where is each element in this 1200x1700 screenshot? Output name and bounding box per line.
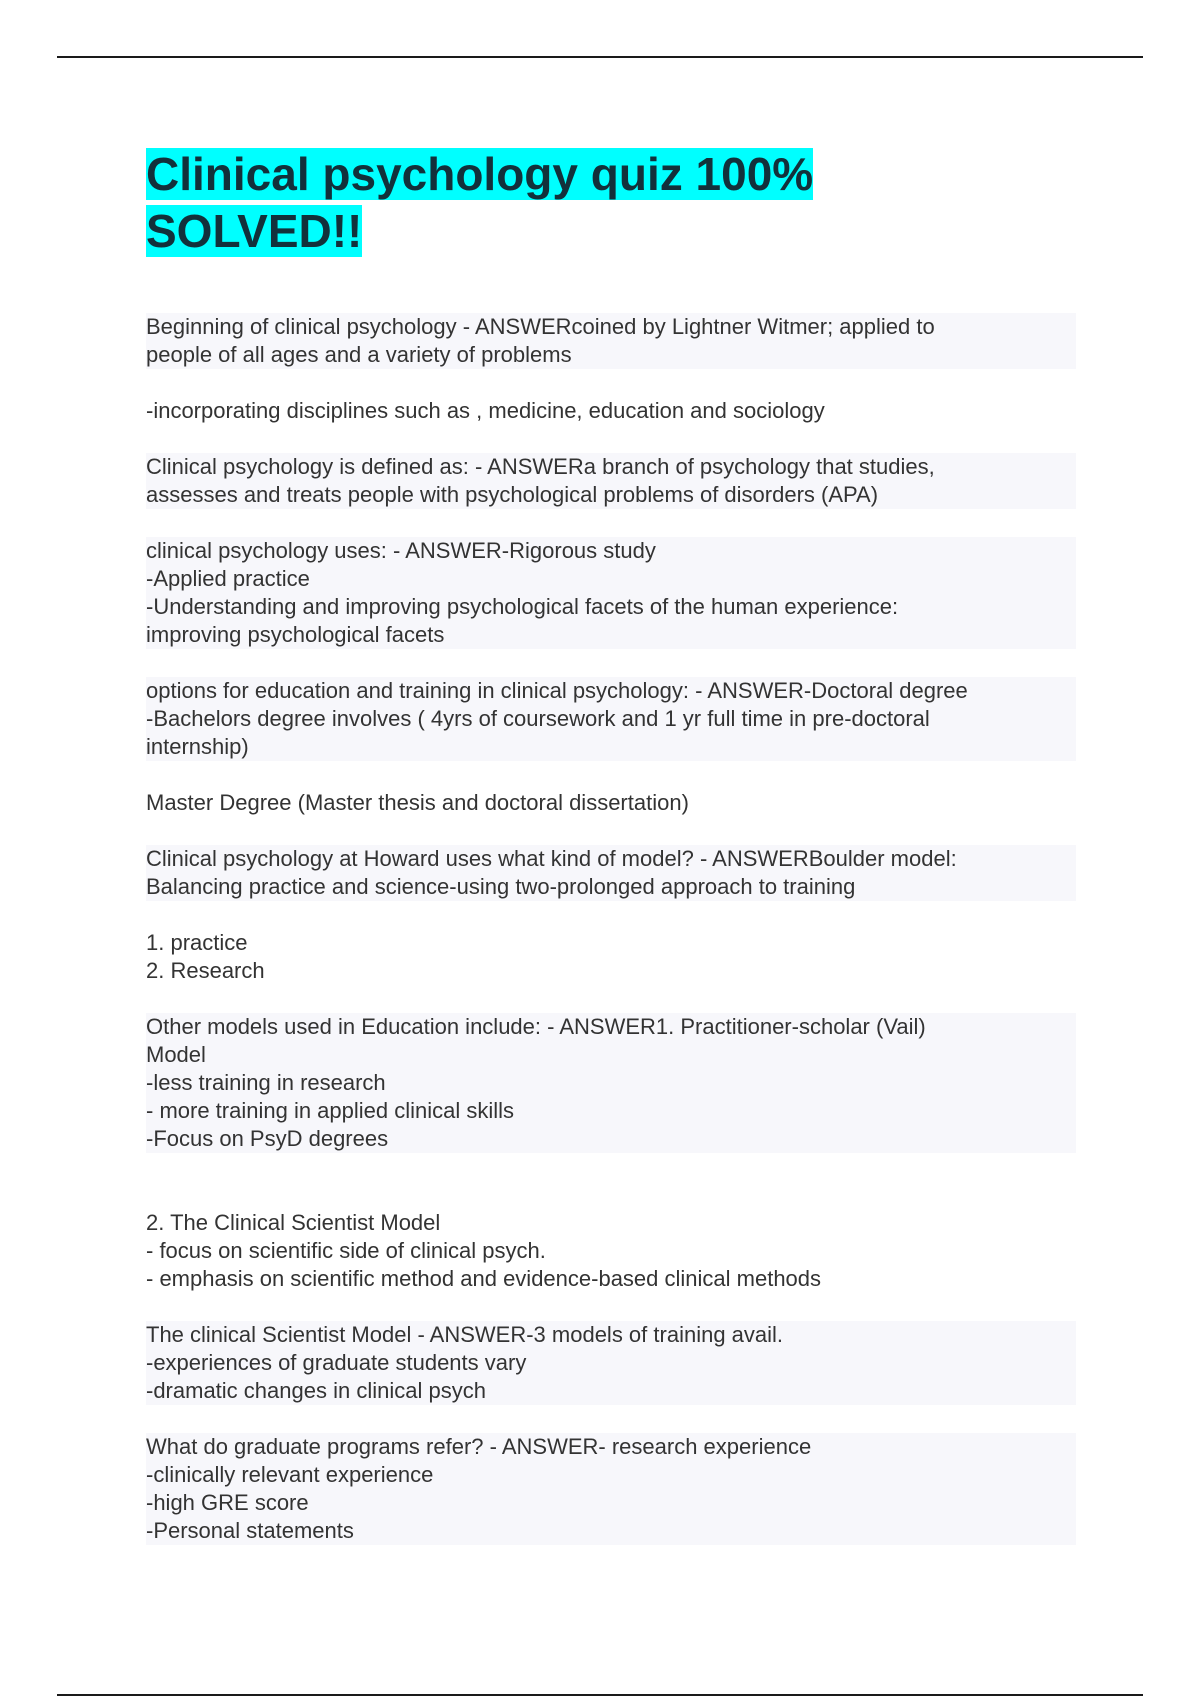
text-line: improving psychological facets (146, 621, 1076, 649)
text-line: The clinical Scientist Model - ANSWER-3 models of training avail. (146, 1321, 1076, 1349)
text-line: Clinical psychology at Howard uses what kind of model? - ANSWERBoulder model: (146, 845, 1076, 873)
text-line: 1. practice (146, 930, 248, 955)
text-line: Beginning of clinical psychology - ANSWERcoined by Lightner Witmer; applied to (146, 313, 1076, 341)
text-line: Model (146, 1041, 1076, 1069)
text-line: Clinical psychology is defined as: - ANSWERa branch of psychology that studies, (146, 453, 1076, 481)
text-line: -experiences of graduate students vary (146, 1349, 1076, 1377)
text-line: - emphasis on scientific method and evidence-based clinical methods (146, 1266, 822, 1291)
text-line: 2. The Clinical Scientist Model (146, 1210, 441, 1235)
qa-block (146, 1433, 1076, 1545)
qa-block (146, 929, 1076, 985)
qa-block (146, 677, 1076, 761)
text-line: clinical psychology uses: - ANSWER-Rigorous study (146, 537, 1076, 565)
document-body (146, 313, 1076, 1573)
qa-block (146, 453, 1076, 509)
bottom-rule (57, 1694, 1143, 1696)
text-line: -dramatic changes in clinical psych (146, 1377, 1076, 1405)
text-line: -clinically relevant experience (146, 1461, 1076, 1489)
text-line: assesses and treats people with psychological problems of disorders (APA) (146, 481, 1076, 509)
text-line: people of all ages and a variety of problems (146, 341, 1076, 369)
qa-block (146, 537, 1076, 649)
text-line: -incorporating disciplines such as , medicine, education and sociology (146, 398, 825, 423)
text-line: - more training in applied clinical skills (146, 1097, 1076, 1125)
text-line: Balancing practice and science-using two-prolonged approach to training (146, 873, 1076, 901)
title-line-2: SOLVED!! (146, 205, 363, 257)
qa-block (146, 1321, 1076, 1405)
text-line: -Understanding and improving psychological facets of the human experience: (146, 593, 1076, 621)
qa-block (146, 789, 1076, 817)
title-line-1: Clinical psychology quiz 100% (146, 148, 814, 200)
qa-block (146, 1209, 1076, 1293)
text-line: -Focus on PsyD degrees (146, 1125, 1076, 1153)
qa-block (146, 1013, 1076, 1153)
text-line: - focus on scientific side of clinical psych. (146, 1238, 546, 1263)
top-rule (57, 56, 1143, 58)
text-line: 2. Research (146, 958, 265, 983)
text-line: -Bachelors degree involves ( 4yrs of coursework and 1 yr full time in pre-doctoral (146, 705, 1076, 733)
text-line: options for education and training in clinical psychology: - ANSWER-Doctoral degree (146, 677, 1076, 705)
document-title (146, 146, 1146, 260)
text-line: Other models used in Education include: - ANSWER1. Practitioner-scholar (Vail) (146, 1013, 1076, 1041)
text-line: internship) (146, 733, 1076, 761)
text-line: Master Degree (Master thesis and doctoral dissertation) (146, 790, 689, 815)
text-line: What do graduate programs refer? - ANSWER- research experience (146, 1433, 1076, 1461)
qa-block (146, 845, 1076, 901)
text-line: -less training in research (146, 1069, 1076, 1097)
text-line: -Applied practice (146, 565, 1076, 593)
qa-block (146, 397, 1076, 425)
qa-block (146, 313, 1076, 369)
text-line: -high GRE score (146, 1489, 1076, 1517)
text-line: -Personal statements (146, 1517, 1076, 1545)
